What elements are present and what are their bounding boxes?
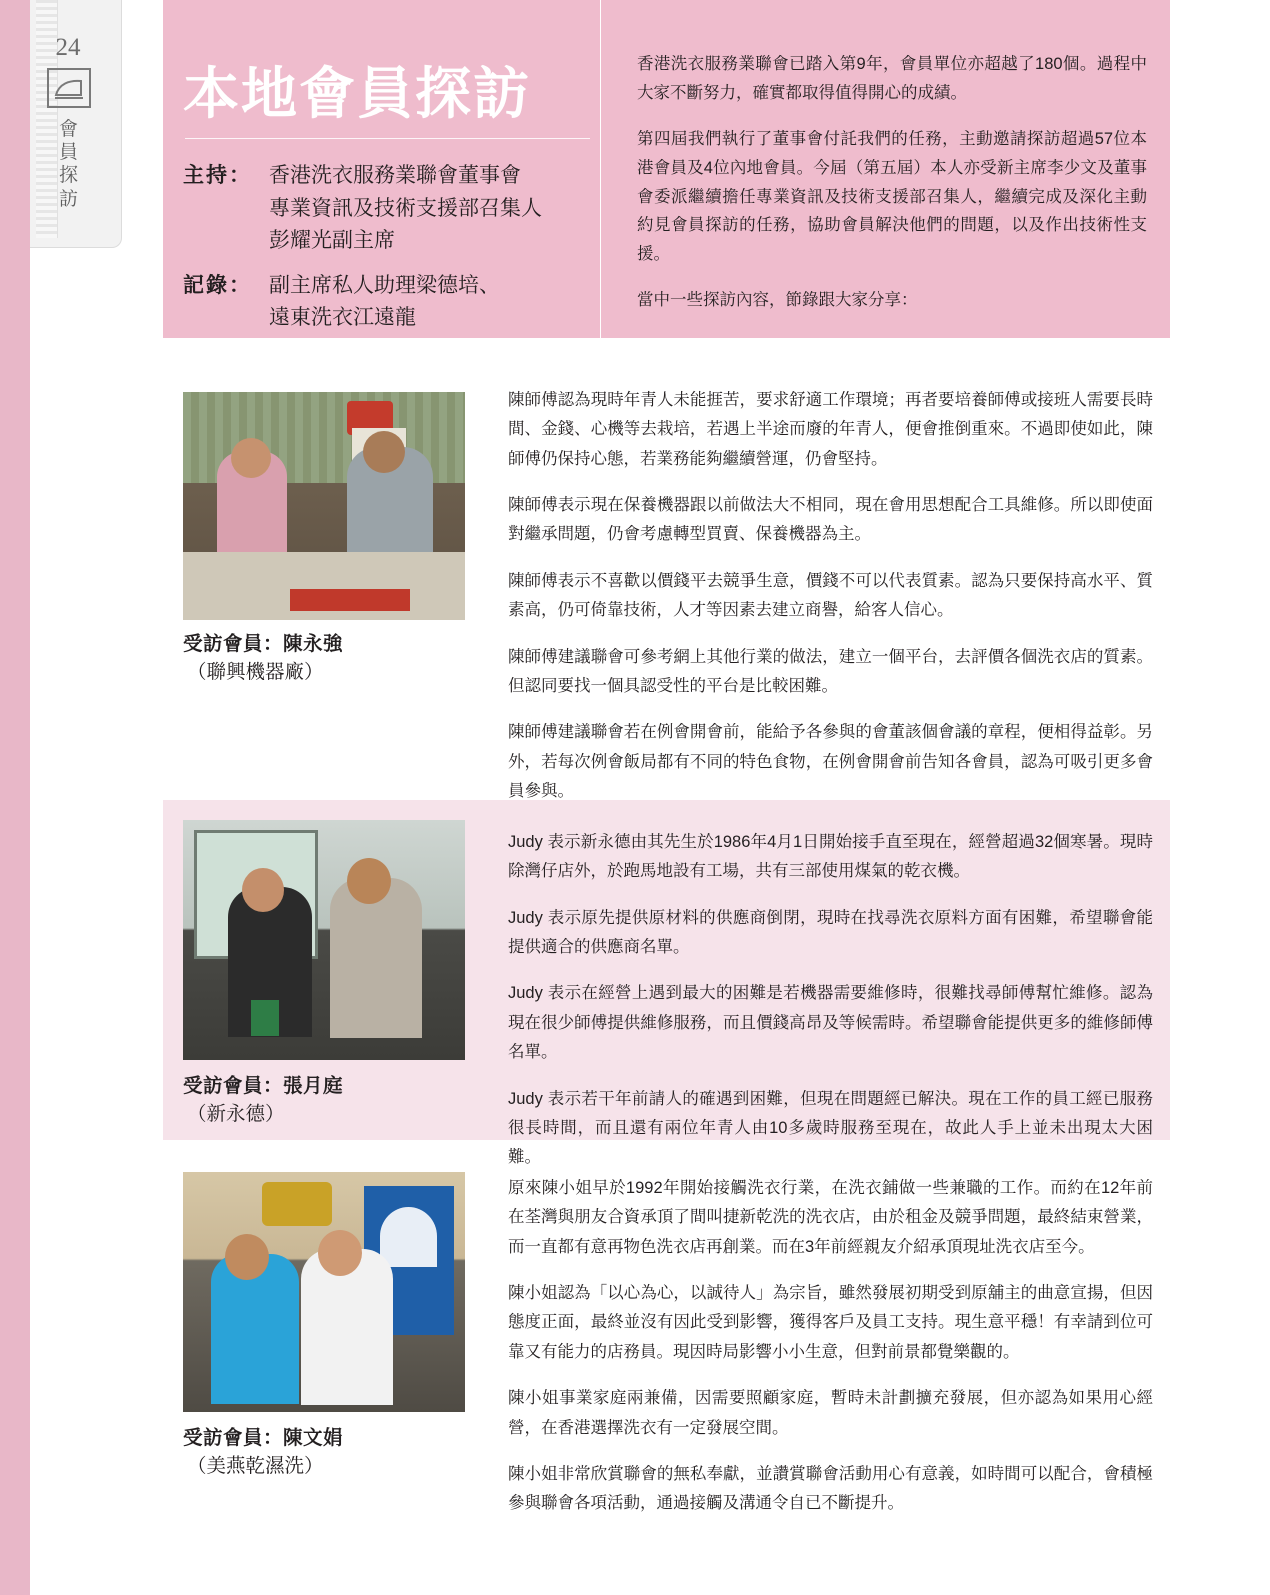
credit-label-recorder: 記錄： <box>183 273 252 297</box>
interview-body-3 <box>508 1174 1153 1536</box>
interview-photo-chan-wing-keung <box>183 392 465 620</box>
interviewee-shop-2: （新永德） <box>187 1103 285 1126</box>
interviewee-shop-3: （美燕乾濕洗） <box>187 1455 324 1478</box>
interview-caption-2 <box>183 1072 473 1129</box>
interviewee-name-1: 受訪會員：陳永強 <box>183 633 344 655</box>
interview-caption-3 <box>183 1424 473 1481</box>
page-title: 本地會員探訪 <box>183 64 531 126</box>
interview-2-paragraph-2: Judy 表示原先提供原材料的供應商倒閉，現時在找尋洗衣原料方面有困難，希望聯會能提供適合的供應商名單。 <box>508 908 1153 957</box>
interview-1-paragraph-3: 陳師傅表示不喜歡以價錢平去競爭生意，價錢不可以代表質素。認為只要保持高水平、質素高，仍可倚靠技術，人才等因素去建立商譽，給客人信心。 <box>508 571 1153 620</box>
interview-3-paragraph-3: 陳小姐事業家庭兩兼備，因需要照顧家庭，暫時未計劃擴充發展，但亦認為如果用心經營，在香港選擇洗衣有一定發展空間。 <box>508 1389 1153 1437</box>
interview-1-paragraph-4: 陳師傅建議聯會可參考網上其他行業的做法，建立一個平台，去評價各個洗衣店的質素。但認同要找一個具認受性的平台是比較困難。 <box>508 647 1153 695</box>
interview-section-3 <box>163 1152 1170 1532</box>
interview-1-paragraph-5: 陳師傅建議聯會若在例會開會前，能給予各參與的會董該個會議的章程，便相得益彰。另外，若每次例會飯局都有不同的特色食物，在例會開會前告知各會員，認為可吸引更多會員參與。 <box>508 723 1153 800</box>
credit-recorder-line-2: 遠東洗衣江遠龍 <box>269 306 416 330</box>
credit-host-line-1: 香港洗衣服務業聯會董事會 <box>269 164 521 187</box>
interview-photo-chan-man-kuen <box>183 1172 465 1412</box>
credits-block <box>183 160 603 347</box>
interview-3-paragraph-4: 陳小姐非常欣賞聯會的無私奉獻，並讚賞聯會活動用心有意義，如時間可以配合，會積極參與聯會各項活動，通過接觸及溝通令自已不斷提升。 <box>508 1464 1153 1513</box>
interview-3-paragraph-1: 原來陳小姐早於1992年開始接觸洗衣行業，在洗衣鋪做一些兼職的工作。而約在12年前在荃灣與朋友合資承頂了間叫捷新乾洗的洗衣店，由於租金及競爭問題，最終結束營業，而一直都有意再物色洗衣店再創業。而在3年前經親友介紹承頂現址洗衣店至今。 <box>508 1179 1153 1256</box>
interview-section-2 <box>163 800 1170 1167</box>
interview-3-paragraph-2: 陳小姐認為「以心為心，以誠待人」為宗旨，雖然發展初期受到原舖主的曲意宣揚，但因態度正面，最終並沒有因此受到影響，獲得客戶及員工支持。現生意平穩！有幸請到位可靠又有能力的店務員。現因時局影響小小生意，但對前景都覺樂觀的。 <box>508 1284 1153 1361</box>
interviewee-name-3: 受訪會員：陳文娟 <box>183 1427 344 1449</box>
iron-icon <box>47 68 91 108</box>
interview-body-1 <box>508 386 1153 823</box>
section-tab-label: 會員 探訪 <box>58 119 79 210</box>
interview-section-1 <box>163 372 1170 800</box>
credit-row-host <box>183 160 603 258</box>
credit-value-recorder <box>269 270 603 335</box>
interview-2-paragraph-1: Judy 表示新永德由其先生於1986年4月1日開始接手直至現在，經營超過32個寒暑。現時除灣仔店外，於跑馬地設有工場，共有三部使用煤氣的乾衣機。 <box>508 833 1153 881</box>
interview-body-2 <box>508 828 1153 1190</box>
intro-paragraph-3: 當中一些探訪內容，節錄跟大家分享： <box>637 291 918 310</box>
title-divider <box>185 138 590 139</box>
interview-caption-1 <box>183 630 473 687</box>
interviewee-shop-1: （聯興機器廠） <box>187 661 324 684</box>
credit-value-host <box>269 160 603 258</box>
interview-1-paragraph-1: 陳師傅認為現時年青人未能捱苦，要求舒適工作環境；再者要培養師傅或接班人需要長時間、金錢、心機等去栽培，若遇上半途而廢的年青人，便會推倒重來。不過即使如此，陳師傅仍保持心態，若業務能夠繼續營運，仍會堅持。 <box>508 391 1153 468</box>
article-header <box>163 0 1170 338</box>
page-number: 24 <box>55 34 81 61</box>
interview-photo-cheung-yuet-ting <box>183 820 465 1060</box>
intro-text <box>637 50 1147 332</box>
interview-2-paragraph-4: Judy 表示若干年前請人的確遇到困難，但現在問題經已解決。現在工作的員工經已服務很長時間，而且還有兩位年青人由10多歲時服務至現在，故此人手上並未出現太大困難。 <box>508 1089 1153 1167</box>
credit-label-host: 主持： <box>183 164 252 187</box>
credit-host-line-3: 彭耀光副主席 <box>269 229 395 253</box>
intro-paragraph-1: 香港洗衣服務業聯會已踏入第9年，會員單位亦超越了180個。過程中大家不斷努力，確實都取得值得開心的成績。 <box>637 55 1147 102</box>
intro-paragraph-2: 第四屆我們執行了董事會付託我們的任務，主動邀請探訪超過57位本港會員及4位內地會員。今屆（第五屆）本人亦受新主席李少文及董事會委派繼續擔任專業資訊及技術支援部召集人，繼續完成及深化主動約見會員探訪的任務，協助會員解決他們的問題，以及作出技術性支援。 <box>637 129 1147 264</box>
page-edge-band <box>0 0 30 1595</box>
credit-host-line-2: 專業資訊及技術支援部召集人 <box>269 196 542 220</box>
credit-row-recorder <box>183 270 603 335</box>
interviewee-name-2: 受訪會員：張月庭 <box>183 1075 344 1097</box>
interview-1-paragraph-2: 陳師傅表示現在保養機器跟以前做法大不相同，現在會用思想配合工具維修。所以即使面對繼承問題，仍會考慮轉型買賣、保養機器為主。 <box>508 496 1153 544</box>
interview-2-paragraph-3: Judy 表示在經營上遇到最大的困難是若機器需要維修時，很難找尋師傅幫忙維修。認為現在很少師傅提供維修服務，而且價錢高昂及等候需時。希望聯會能提供更多的維修師傅名單。 <box>508 984 1153 1062</box>
credit-recorder-line-1: 副主席私人助理梁德培、 <box>269 273 500 297</box>
header-column-divider <box>600 0 601 338</box>
